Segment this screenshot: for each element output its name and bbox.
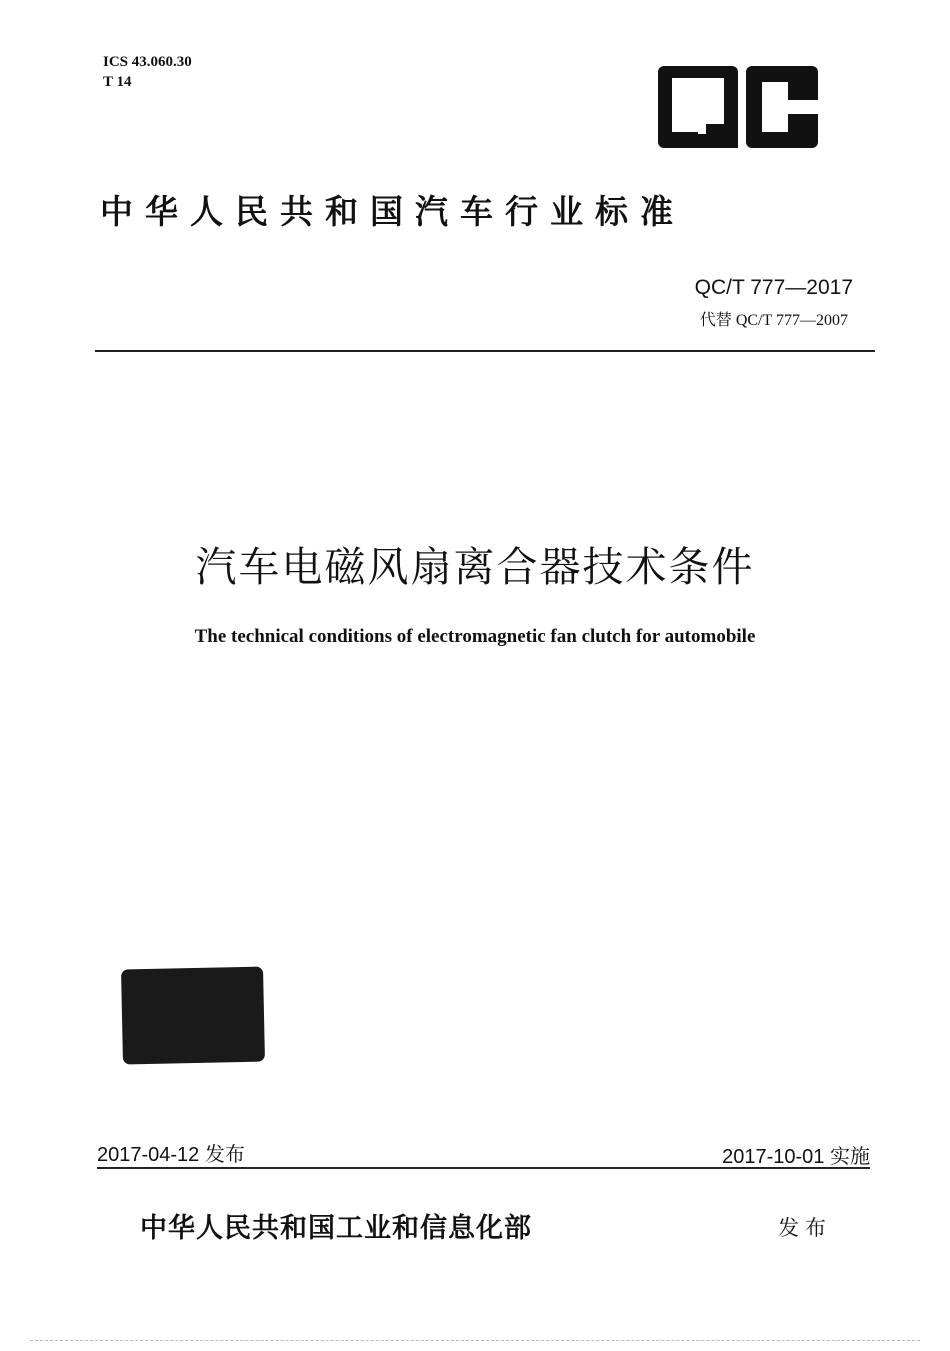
scan-edge-line	[30, 1340, 920, 1341]
ics-code: ICS 43.060.30	[103, 54, 192, 70]
title-chinese: 汽车电磁风扇离合器技术条件	[195, 543, 755, 591]
issue-date: 2017-04-12 发布	[97, 1144, 245, 1166]
redacted-stamp	[121, 967, 265, 1065]
top-divider	[95, 350, 875, 352]
standard-category: 中华人民共和国汽车行业标准	[100, 192, 685, 231]
classification-code: T 14	[103, 74, 132, 90]
replaced-standard: 代替 QC/T 777—2007	[699, 312, 848, 329]
qc-logo-icon	[658, 66, 818, 148]
title-english: The technical conditions of electromagnetic fan clutch for automobile	[194, 626, 756, 647]
standard-number: QC/T 777—2017	[694, 276, 853, 299]
issue-action: 发布	[778, 1216, 832, 1240]
ics-block	[103, 52, 192, 92]
issuing-authority: 中华人民共和国工业和信息化部	[140, 1213, 532, 1244]
bottom-divider	[97, 1167, 870, 1169]
implementation-date: 2017-10-01 实施	[722, 1146, 870, 1168]
